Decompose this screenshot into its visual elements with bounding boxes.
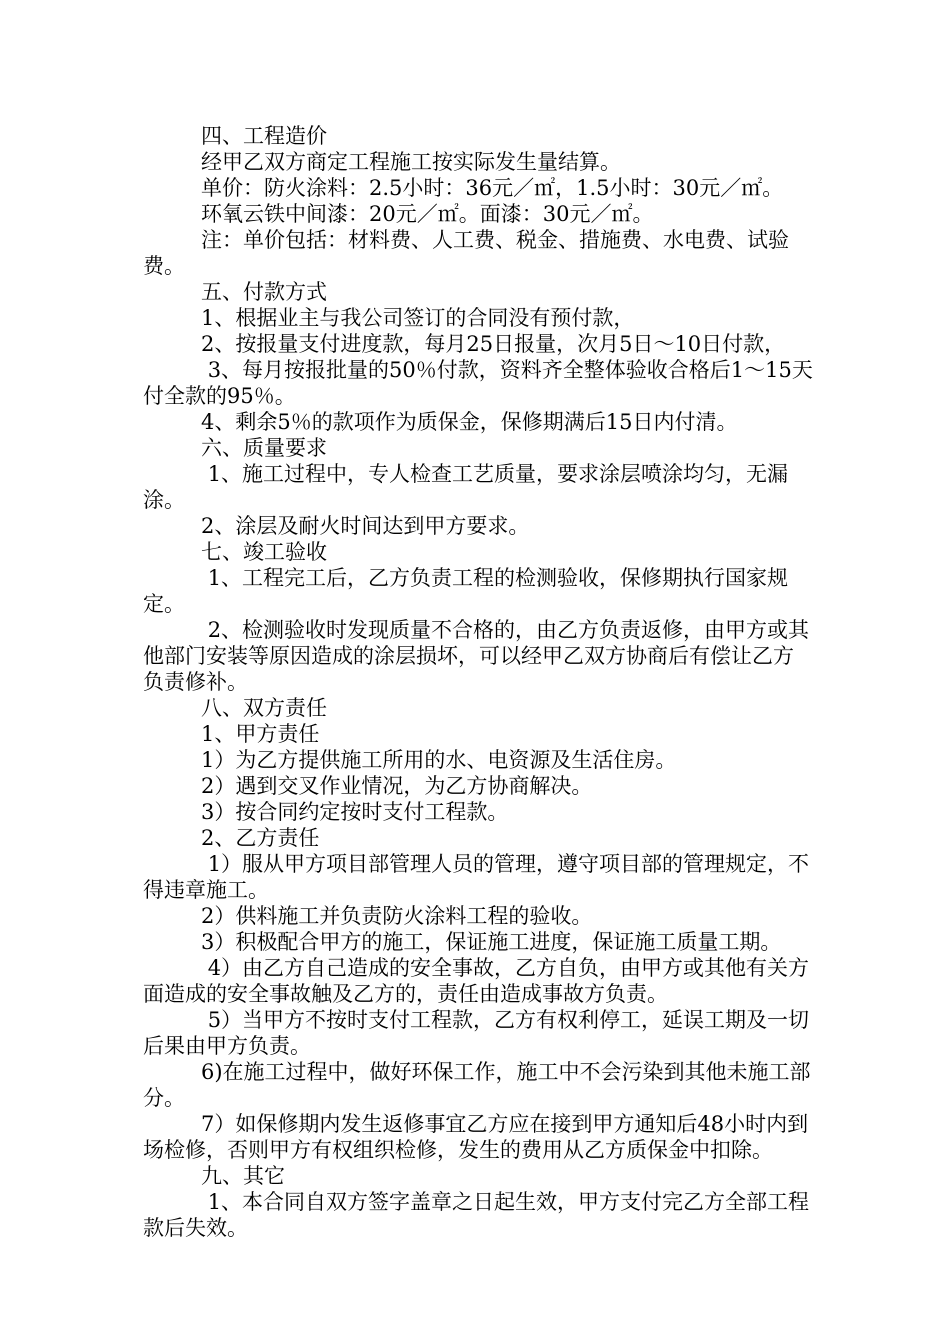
paragraph-party-b-7: 7）如保修期内发生返修事宜乙方应在接到甲方通知后48小时内到场检修，否则甲方有权组织检修，发生的费用从乙方质保金中扣除。 <box>143 1112 809 1162</box>
subheading-party-a: 1、甲方责任 <box>201 722 320 746</box>
paragraph-party-b-4: 4）由乙方自己造成的安全事故，乙方自负，由甲方或其他有关方面造成的安全事故触及乙方的，责任由造成事故方负责。 <box>143 956 810 1006</box>
paragraph-payment-3: 3、每月按报批量的50％付款，资料齐全整体验收合格后1～15天付全款的95％。 <box>143 358 813 408</box>
paragraph-quality-2: 2、涂层及耐火时间达到甲方要求。 <box>201 514 530 538</box>
heading-other: 九、其它 <box>201 1164 285 1188</box>
heading-engineering-cost: 四、工程造价 <box>201 124 327 148</box>
paragraph-unit-price-fireproof: 单价：防火涂料：2.5小时：36元／㎡，1.5小时：30元／㎡。 <box>201 176 784 200</box>
paragraph-settlement: 经甲乙双方商定工程施工按实际发生量结算。 <box>201 150 621 174</box>
heading-payment-method: 五、付款方式 <box>201 280 327 304</box>
paragraph-party-b-5: 5）当甲方不按时支付工程款，乙方有权利停工，延误工期及一切后果由甲方负责。 <box>143 1008 810 1058</box>
heading-completion-acceptance: 七、竣工验收 <box>201 540 327 564</box>
paragraph-party-a-3: 3）按合同约定按时支付工程款。 <box>201 800 509 824</box>
paragraph-unit-price-paint: 环氧云铁中间漆：20元／㎡。面漆：30元／㎡。 <box>201 202 654 226</box>
paragraph-party-a-2: 2）遇到交叉作业情况，为乙方协商解决。 <box>201 774 593 798</box>
paragraph-other-1: 1、本合同自双方签字盖章之日起生效，甲方支付完乙方全部工程款后失效。 <box>143 1190 810 1240</box>
paragraph-payment-1: 1、根据业主与我公司签订的合同没有预付款， <box>201 306 635 330</box>
document-body <box>143 123 813 1241</box>
paragraph-party-b-1: 1）服从甲方项目部管理人员的管理，遵守项目部的管理规定，不得违章施工。 <box>143 852 810 902</box>
heading-responsibilities: 八、双方责任 <box>201 696 327 720</box>
heading-quality-requirements: 六、质量要求 <box>201 436 327 460</box>
paragraph-payment-2: 2、按报量支付进度款，每月25日报量，次月5日～10日付款， <box>201 332 786 356</box>
paragraph-party-b-3: 3）积极配合甲方的施工，保证施工进度，保证施工质量工期。 <box>201 930 782 954</box>
subheading-party-b: 2、乙方责任 <box>201 826 320 850</box>
paragraph-party-b-2: 2）供料施工并负责防火涂料工程的验收。 <box>201 904 593 928</box>
paragraph-unit-price-note: 注：单价包括：材料费、人工费、税金、措施费、水电费、试验费。 <box>143 228 789 278</box>
paragraph-payment-4: 4、剩余5％的款项作为质保金，保修期满后15日内付清。 <box>201 410 738 434</box>
paragraph-party-b-6: 6)在施工过程中，做好环保工作，施工中不会污染到其他未施工部分。 <box>143 1060 811 1110</box>
paragraph-acceptance-1: 1、工程完工后，乙方负责工程的检测验收，保修期执行国家规定。 <box>143 566 789 616</box>
paragraph-party-a-1: 1）为乙方提供施工所用的水、电资源及生活住房。 <box>201 748 677 772</box>
paragraph-quality-1: 1、施工过程中，专人检查工艺质量，要求涂层喷涂均匀，无漏涂。 <box>143 462 789 512</box>
paragraph-acceptance-2: 2、检测验收时发现质量不合格的，由乙方负责返修，由甲方或其他部门安装等原因造成的涂层损坏，可以经甲乙双方协商后有偿让乙方负责修补。 <box>143 618 810 694</box>
